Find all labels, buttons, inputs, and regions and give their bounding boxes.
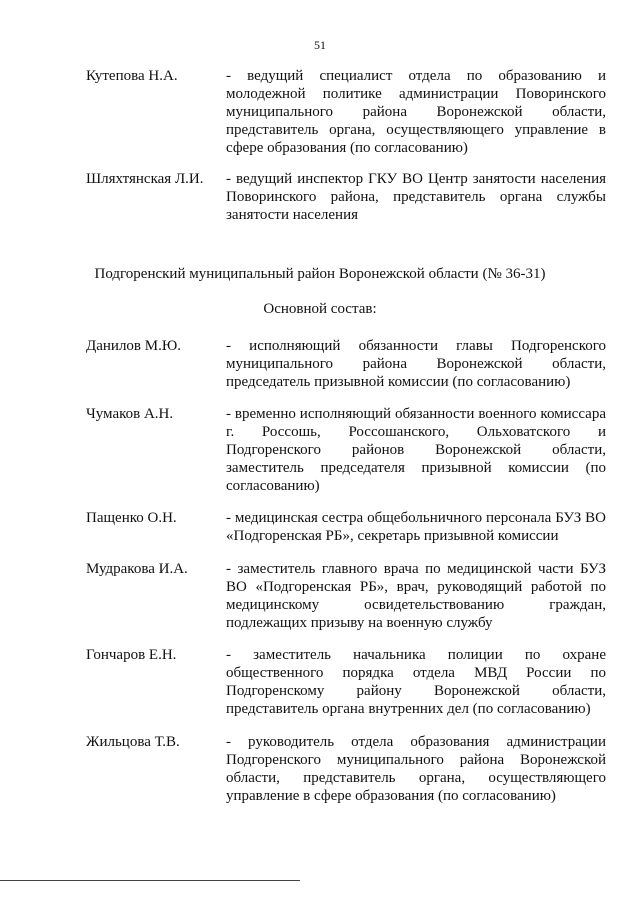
member-description: - ведущий инспектор ГКУ ВО Центр занятости населения Поворинского района, представитель органа службы занятости населения	[226, 171, 606, 223]
member-entry-chumakov	[86, 405, 606, 495]
member-description: - заместитель начальника полиции по охране общественного порядка отдела МВД России по Подгоренскому району Воронежской области, представитель органа внутренних дел (по согласованию)	[226, 647, 606, 717]
member-name: Чумаков А.Н.	[86, 406, 174, 422]
member-name: Пащенко О.Н.	[86, 510, 177, 526]
footer-rule	[0, 880, 300, 881]
member-entry-goncharov	[86, 646, 606, 718]
member-name: Шляхтянская Л.И.	[86, 171, 204, 187]
section-title: Подгоренский муниципальный район Воронежской области (№ 36-31)	[94, 266, 546, 282]
member-description: - ведущий специалист отдела по образованию и молодежной политике администрации Поворинского муниципального района Воронежской области, представитель органа, осуществляющего управление в сфере образования (по согласованию)	[226, 68, 606, 156]
member-entry-shlyakhtyanskaya	[86, 170, 606, 224]
member-description: - медицинская сестра общебольничного персонала БУЗ ВО «Подгоренская РБ», секретарь призывной комиссии	[226, 510, 606, 544]
member-description: - исполняющий обязанности главы Подгоренского муниципального района Воронежской области, председатель призывной комиссии (по согласованию)	[226, 338, 606, 390]
page-number: 51	[314, 38, 326, 52]
section-subtitle: Основной состав:	[263, 301, 377, 317]
member-name: Жильцова Т.В.	[86, 734, 180, 750]
member-entry-mudrakova	[86, 560, 606, 632]
member-entry-kutepova	[86, 67, 606, 157]
member-name: Гончаров Е.Н.	[86, 647, 177, 663]
member-entry-pashchenko	[86, 509, 606, 545]
member-name: Кутепова Н.А.	[86, 68, 178, 84]
member-entry-zhiltsova	[86, 733, 606, 805]
member-name: Данилов М.Ю.	[86, 338, 182, 354]
member-name: Мудракова И.А.	[86, 561, 188, 577]
member-description: - временно исполняющий обязанности военного комиссара г. Россошь, Россошанского, Ольховатского и Подгоренского районов Воронежской области, заместитель председателя призывной комиссии (по согласованию)	[226, 406, 606, 494]
member-description: - руководитель отдела образования администрации Подгоренского муниципального района Воронежской области, представитель органа, осуществляющего управление в сфере образования (по согласованию)	[226, 734, 606, 804]
member-description: - заместитель главного врача по медицинской части БУЗ ВО «Подгоренская РБ», врач, руководящий работой по медицинскому освидетельствованию граждан, подлежащих призыву на военную службу	[226, 561, 606, 631]
member-entry-danilov	[86, 337, 606, 391]
